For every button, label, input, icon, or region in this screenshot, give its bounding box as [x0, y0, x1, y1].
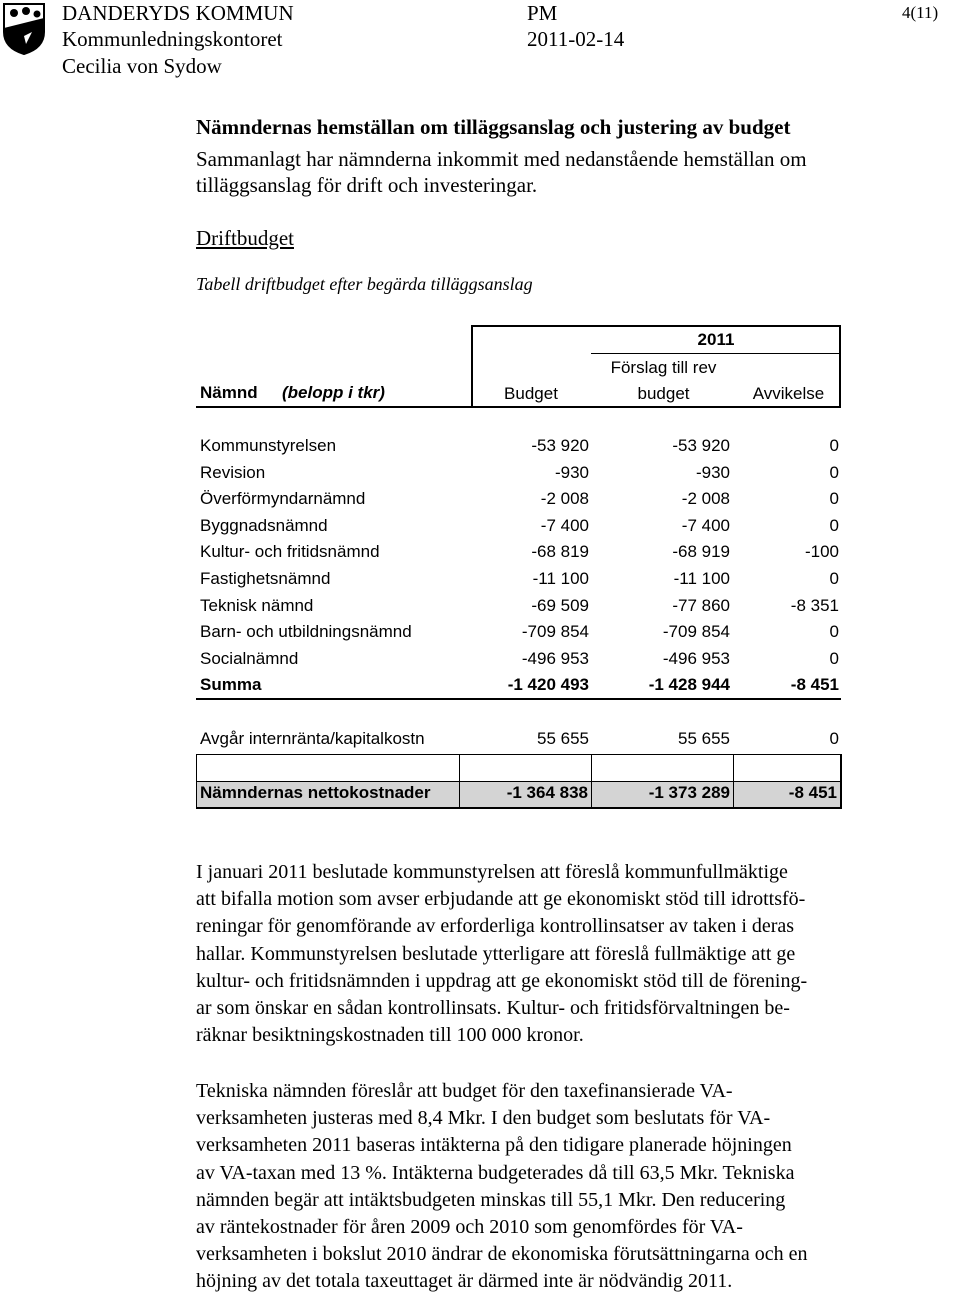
deduction-budget: 55 655 [537, 729, 589, 748]
sum-avvikelse: -8 451 [790, 675, 839, 694]
paragraph-line: att bifalla motion som avser erbjudande att ge ekonomiskt stöd till idrottsfö- [196, 888, 806, 911]
paragraph-line: nämnden begär att intäktsbudgeten minskas till 55,1 Mkr. Den reducering [196, 1188, 786, 1211]
paragraph-line: I januari 2011 beslutade kommunstyrelsen att föreslå kommunfullmäktige [196, 861, 788, 883]
row-name: Byggnadsnämnd [200, 516, 328, 535]
sum-forslag: -1 428 944 [648, 675, 730, 694]
row-name: Överförmyndarnämnd [200, 489, 366, 508]
row-avvikelse: 0 [829, 436, 839, 455]
col-header-budget: Budget [504, 384, 558, 403]
subheading-driftbudget: Driftbudget [196, 226, 294, 250]
row-forslag: -496 953 [662, 649, 730, 668]
sum-name: Summa [200, 675, 262, 694]
row-avvikelse: 0 [829, 489, 839, 508]
row-forslag: -2 008 [681, 489, 730, 508]
year-header: 2011 [697, 330, 735, 349]
row-budget: -68 819 [531, 542, 589, 561]
row-budget: -930 [554, 463, 589, 482]
row-avvikelse: -8 351 [790, 596, 839, 615]
row-forslag: -68 919 [672, 542, 730, 561]
paragraph-line: reningar för genomförande av erforderliga kontrollinsatser av taken i deras [196, 915, 795, 938]
header-doc-type: PM [527, 1, 558, 25]
row-forslag: -7 400 [681, 516, 730, 535]
col-header-name: Nämnd [200, 383, 258, 402]
row-name: Socialnämnd [200, 649, 299, 668]
row-budget: -496 953 [521, 649, 589, 668]
paragraph-line: höjning av det totala taxeuttaget är därmed inte är nödvändig 2011. [196, 1270, 733, 1293]
paragraph-line: Tekniska nämnden föreslår att budget för den taxefinansierade VA- [196, 1080, 733, 1102]
header-date: 2011-02-14 [527, 27, 625, 51]
paragraph-va-budget [196, 1078, 926, 1296]
col-header-forslag-line2: budget [637, 384, 690, 403]
paragraph-motion [196, 859, 926, 1049]
row-avvikelse: 0 [829, 516, 839, 535]
paragraph-line: räknar besiktningskostnaden till 100 000 kronor. [196, 1024, 584, 1047]
intro-line: Sammanlagt har nämnderna inkommit med nedanstående hemställan om [196, 147, 807, 171]
paragraph-line: verksamheten justeras med 8,4 Mkr. I den budget som beslutats för VA- [196, 1107, 771, 1130]
intro-line: tilläggsanslag för drift och investeringar. [196, 173, 538, 197]
row-name: Fastighetsnämnd [200, 569, 331, 588]
col-header-unit: (belopp i tkr) [282, 383, 385, 402]
col-header-forslag-line1: Förslag till rev [610, 358, 717, 377]
row-forslag: -11 100 [673, 569, 730, 588]
paragraph-line: kultur- och fritidsnämnden i uppdrag att ge ekonomiskt stöd till de förening- [196, 969, 808, 992]
header-department: Kommunledningskontoret [62, 27, 283, 51]
row-name: Kommunstyrelsen [200, 436, 337, 455]
table-caption: Tabell driftbudget efter begärda tilläggsanslag [196, 274, 533, 294]
row-avvikelse: 0 [829, 649, 839, 668]
paragraph-line: av räntekostnader för åren 2009 och 2010 som genomfördes för VA- [196, 1216, 743, 1239]
row-name: Teknisk nämnd [200, 596, 314, 615]
row-forslag: -930 [695, 463, 730, 482]
row-forslag: -709 854 [662, 622, 730, 641]
row-avvikelse: 0 [829, 622, 839, 641]
row-budget: -2 008 [540, 489, 589, 508]
net-avvikelse: -8 451 [788, 783, 837, 802]
row-forslag: -77 860 [672, 596, 730, 615]
deduction-avvikelse: 0 [829, 729, 839, 748]
section-title: Nämndernas hemställan om tilläggsanslag och justering av budget [196, 115, 791, 139]
row-budget: -69 509 [531, 596, 589, 615]
intro-paragraph [196, 146, 916, 198]
net-forslag: -1 373 289 [648, 783, 730, 802]
row-avvikelse: -100 [804, 542, 839, 561]
municipality-crest-logo [2, 2, 46, 56]
row-name: Kultur- och fritidsnämnd [200, 542, 380, 561]
row-avvikelse: 0 [829, 463, 839, 482]
deduction-forslag: 55 655 [678, 729, 730, 748]
row-budget: -709 854 [521, 622, 589, 641]
paragraph-line: av VA-taxan med 13 %. Intäkterna budgeterades då till 63,5 Mkr. Tekniska [196, 1161, 795, 1184]
row-budget: -11 100 [532, 569, 589, 588]
budget-table [196, 325, 846, 810]
header-author: Cecilia von Sydow [62, 54, 222, 78]
page-number: 4(11) [902, 3, 939, 22]
row-budget: -7 400 [540, 516, 589, 535]
row-avvikelse: 0 [829, 569, 839, 588]
paragraph-line: ar som önskar en sådan kontrollinsats. Kultur- och fritidsförvaltningen be- [196, 997, 790, 1020]
row-name: Barn- och utbildningsnämnd [200, 622, 412, 641]
header-org: DANDERYDS KOMMUN [62, 1, 294, 25]
paragraph-line: verksamheten i bokslut 2010 ändrar de ekonomiska förutsättningarna och en [196, 1243, 808, 1266]
sum-budget: -1 420 493 [507, 675, 589, 694]
net-name: Nämndernas nettokostnader [200, 783, 431, 802]
paragraph-line: verksamheten 2011 baseras intäkterna på den tidigare planerade höjningen [196, 1134, 792, 1157]
row-forslag: -53 920 [672, 436, 730, 455]
row-name: Revision [200, 463, 266, 482]
deduction-name: Avgår internränta/kapitalkostn [200, 729, 425, 748]
col-header-avvikelse: Avvikelse [752, 384, 825, 403]
paragraph-line: hallar. Kommunstyrelsen beslutade ytterligare att föreslå fullmäktige att ge [196, 942, 796, 965]
net-budget: -1 364 838 [506, 783, 588, 802]
row-budget: -53 920 [531, 436, 589, 455]
